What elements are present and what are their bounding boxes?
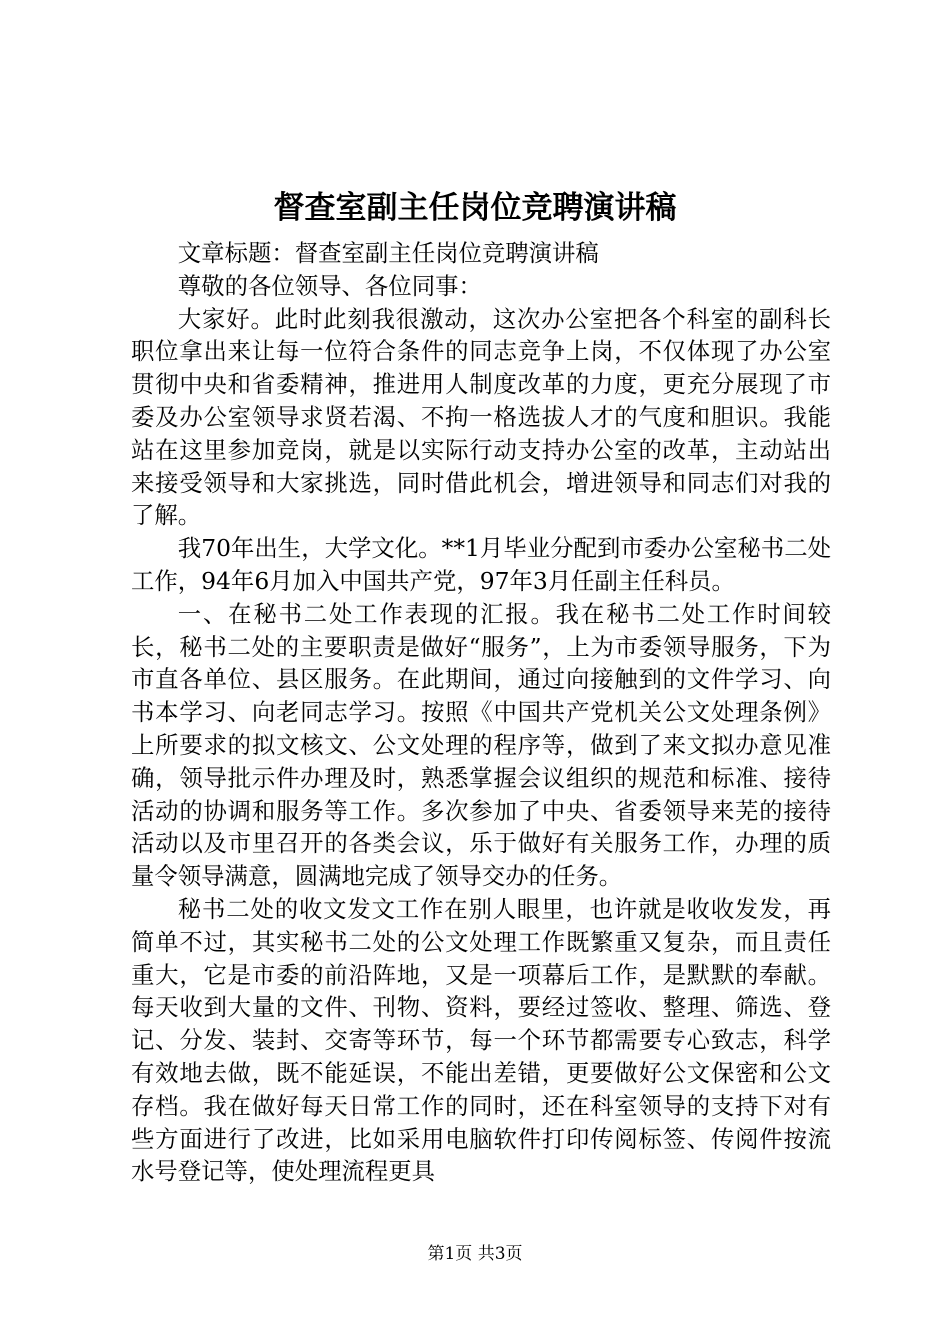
document-body (131, 237, 831, 1188)
paragraph-salutation: 尊敬的各位领导、各位同事： (177, 271, 482, 300)
page-number-footer: 第1页 共3页 (427, 1244, 523, 1264)
document-title: 督查室副主任岗位竞聘演讲稿 (273, 190, 677, 226)
paragraph-article-title: 文章标题：督查室副主任岗位竞聘演讲稿 (177, 239, 599, 267)
paragraph-work-report: 一、在秘书二处工作表现的汇报。我在秘书二处工作时间较长，秘书二处的主要职责是做好“服务”，上为市委领导服务，下为市直各单位、县区服务。在此期间，通过向接触到的文件学习、向书本学习、向老同志学习。按照《中国共产党机关公文处理条例》上所要求的拟文核文、公文处理的程序等，做到了来文拟办意见准确，领导批示件办理及时，熟悉掌握会议组织的规范和标准、接待活动的协调和服务等工作。多次参加了中央、省委领导来芜的接待活动以及市里召开的各类会议，乐于做好有关服务工作，办理的质量令领导满意，圆满地完成了领导交办的任务。 (131, 599, 831, 891)
paragraph-greeting: 大家好。此时此刻我很激动，这次办公室把各个科室的副科长职位拿出来让每一位符合条件的同志竞争上岗，不仅体现了办公室贯彻中央和省委精神，推进用人制度改革的力度，更充分展现了市委及办公室领导求贤若渴、不拘一格选拔人才的气度和胆识。我能站在这里参加竞岗，就是以实际行动支持办公室的改革，主动站出来接受领导和大家挑选，同时借此机会，增进领导和同志们对我的了解。 (131, 304, 831, 530)
paragraph-document-handling: 秘书二处的收文发文工作在别人眼里，也许就是收收发发，再简单不过，其实秘书二处的公文处理工作既繁重又复杂，而且责任重大，它是市委的前沿阵地，又是一项幕后工作，是默默的奉献。每天收到大量的文件、刊物、资料，要经过签收、整理、筛选、登记、分发、装封、交寄等环节，每一个环节都需要专心致志，科学有效地去做，既不能延误，不能出差错，更要做好公文保密和公文存档。我在做好每天日常工作的同时，还在科室领导的支持下对有些方面进行了改进，比如采用电脑软件打印传阅标签、传阅件按流水号登记等，使处理流程更具 (131, 894, 831, 1186)
paragraph-background: 我70年出生，大学文化。**1月毕业分配到市委办公室秘书二处工作，94年6月加入中国共产党，97年3月任副主任科员。 (131, 534, 831, 595)
